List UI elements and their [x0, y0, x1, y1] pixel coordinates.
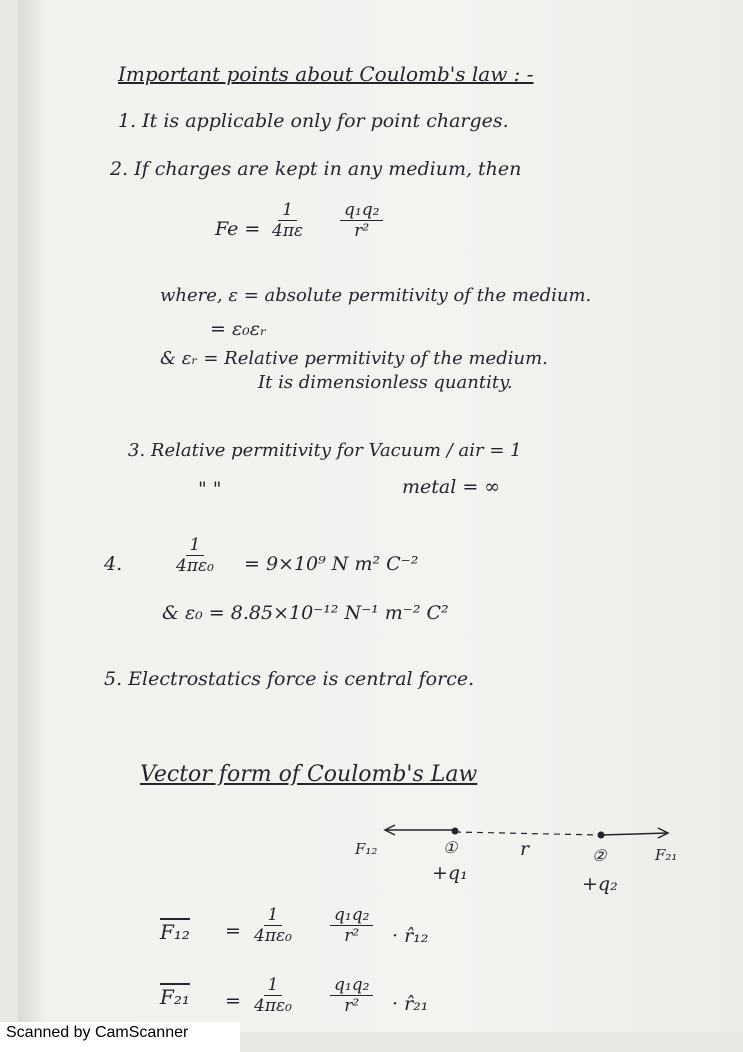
unit-vector-12: · r̂₁₂ — [392, 925, 429, 947]
numerator: q₁q₂ — [340, 200, 383, 221]
numerator: q₁q₂ — [330, 905, 373, 926]
metal-line: metal = ∞ — [402, 476, 501, 498]
separation-dashed-line — [455, 832, 600, 835]
numerator: 1 — [264, 975, 283, 996]
point-4-label: 4. — [104, 553, 123, 575]
point-2: 2. If charges are kept in any medium, then — [110, 158, 522, 180]
f21-vector: F₂₁ — [160, 985, 190, 1009]
charge-1-marker: ① — [443, 838, 458, 857]
f12-vector: F₁₂ — [160, 920, 190, 944]
f12-label: F₁₂ — [355, 840, 378, 858]
ditto-marks: " " — [198, 478, 222, 500]
denominator: 4πε — [272, 221, 304, 241]
charge-1-dot — [452, 828, 459, 835]
eq2-fraction-1 — [250, 975, 296, 1016]
unit-vector-21: · r̂₂₁ — [392, 993, 429, 1015]
numerator: 1 — [278, 200, 297, 221]
f21-arrow-line — [600, 833, 668, 835]
eq1-fraction-1 — [250, 905, 296, 946]
eq1-fraction-2 — [330, 905, 373, 946]
p4-rhs: = 9×10⁹ N m² C⁻² — [244, 553, 419, 575]
eq2-fraction-2 — [330, 975, 373, 1016]
equals: = — [225, 920, 241, 942]
f21-label: F₂₁ — [655, 846, 678, 864]
point-1: 1. It is applicable only for point charges. — [118, 110, 509, 132]
charge-2-marker: ② — [592, 846, 607, 865]
denominator: r² — [344, 926, 360, 946]
scanner-watermark: Scanned by CamScanner — [0, 1022, 240, 1052]
equals: = — [225, 990, 241, 1012]
dimensionless-line: It is dimensionless quantity. — [258, 372, 513, 393]
fe-lhs: Fe = — [215, 218, 261, 240]
numerator: 1 — [264, 905, 283, 926]
numerator: 1 — [186, 535, 205, 556]
denominator: r² — [344, 996, 360, 1016]
heading: Important points about Coulomb's law : - — [118, 62, 534, 86]
relative-perm-line: & εᵣ = Relative permitivity of the medium. — [160, 348, 548, 369]
vector-heading: Vector form of Coulomb's Law — [140, 762, 478, 787]
point-3: 3. Relative permitivity for Vacuum / air = 1 — [128, 440, 522, 461]
charge-2-dot — [598, 832, 605, 839]
eps-product: = ε₀εᵣ — [210, 318, 267, 340]
denominator: r² — [354, 221, 370, 241]
q2-label: +q₂ — [582, 873, 618, 895]
eps0-value: & ε₀ = 8.85×10⁻¹² N⁻¹ m⁻² C² — [162, 602, 449, 624]
denominator: 4πε₀ — [254, 996, 292, 1016]
point-5: 5. Electrostatics force is central force. — [104, 668, 475, 690]
numerator: q₁q₂ — [330, 975, 373, 996]
denominator: 4πε₀ — [176, 556, 214, 576]
denominator: 4πε₀ — [254, 926, 292, 946]
where-line: where, ε = absolute permitivity of the medium. — [160, 285, 592, 306]
q1-label: +q₁ — [432, 862, 468, 884]
r-label: r — [520, 838, 530, 860]
